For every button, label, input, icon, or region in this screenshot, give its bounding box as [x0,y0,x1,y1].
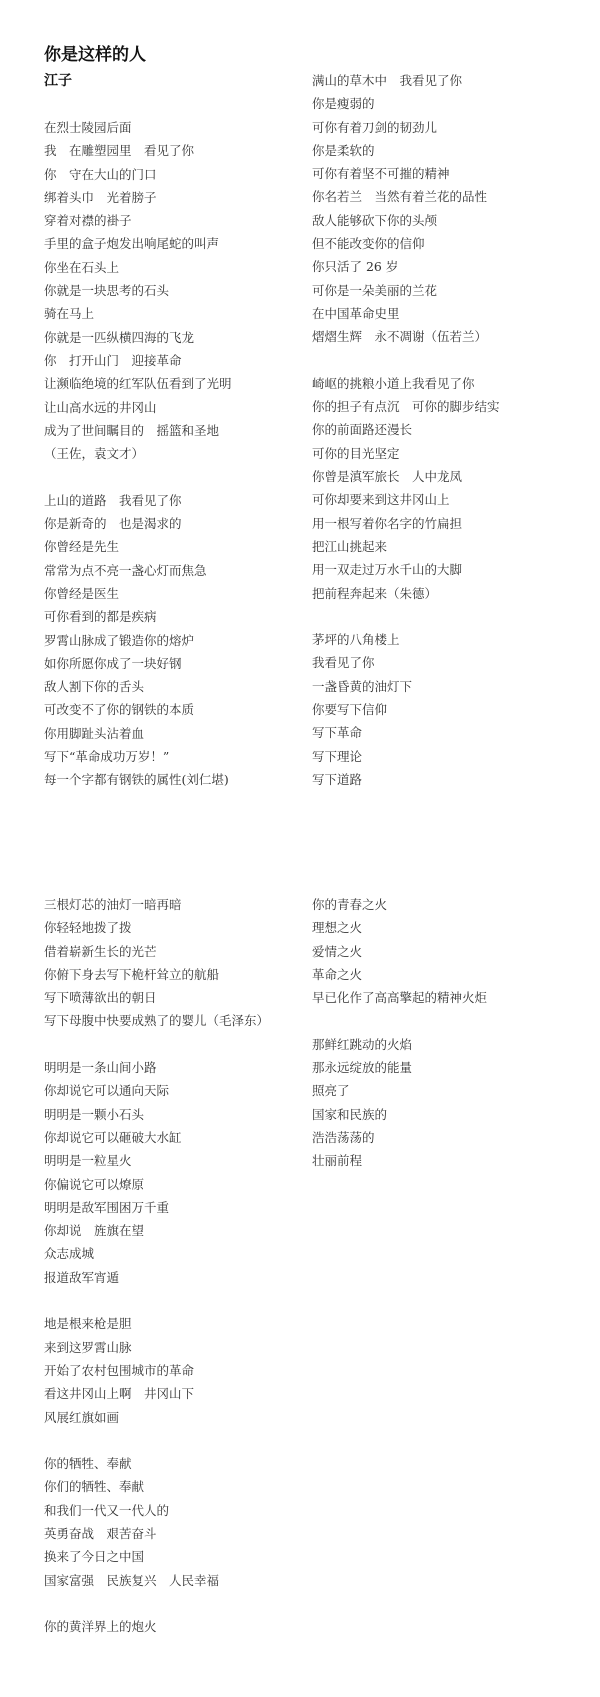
poem-line: 你曾经是医生 [44,585,120,601]
poem-column-page-two-right [312,893,582,1173]
poem-line: 那鲜红跳动的火焰 [312,1036,413,1052]
poem-line: 你就是一块思考的石头 [44,283,170,299]
poem-line: 你曾是滇军旅长 人中龙凤 [312,469,463,485]
poem-line: 你坐在石头上 [44,259,120,275]
poem-line: 你 打开山门 迎接革命 [44,352,182,368]
poem-line: 让山高水远的井冈山 [44,399,157,415]
poem-line: 可你是一朵美丽的兰花 [312,282,438,298]
poem-line: 你是新奇的 也是渴求的 [44,516,182,532]
poem-line: 你们的牺牲、奉献 [44,1479,145,1495]
poem-column-page-one-right [312,69,582,791]
poem-line: 你的青春之火 [312,897,388,912]
poem-line: 成为了世间瞩目的 摇篮和圣地 [44,422,220,438]
poem-title: 你是这样的人 [44,45,146,65]
poem-line: 每一个字都有钢铁的属性(刘仁堪) [44,772,229,788]
poem-line: 一盏昏黄的油灯下 [312,678,413,694]
poem-column-page-one-left [44,116,314,792]
poem-line: 理想之火 [312,920,363,936]
poem-line: 爱情之火 [312,943,363,959]
poem-line: 可你有着坚不可摧的精神 [312,166,450,182]
poem-line: 风展红旗如画 [44,1409,120,1425]
poem-line: 换来了今日之中国 [44,1549,145,1565]
poem-line: 和我们一代又一代人的 [44,1502,170,1518]
poem-line: 明明是一颗小石头 [44,1106,145,1122]
poem-line: 熠熠生辉 永不凋谢（伍若兰） [312,329,488,345]
poem-line: 用一双走过万水千山的大脚 [312,562,463,578]
poem-line: 骑在马上 [44,306,95,322]
poem-line: 你却说它可以通向天际 [44,1083,170,1099]
poem-line: 照亮了 [312,1083,350,1099]
poem-line: 你 守在大山的门口 [44,166,157,182]
poem-line: 你俯下身去写下桅杆耸立的航船 [44,966,220,982]
poem-line: 敌人能够砍下你的头颅 [312,212,438,228]
poem-line: 明明是一粒星火 [44,1153,132,1169]
poem-line: 你名若兰 当然有着兰花的品性 [312,189,488,205]
poem-line: 众志成城 [44,1246,95,1262]
poem-line: 国家富强 民族复兴 人民幸福 [44,1572,220,1588]
poem-line: 你的黄洋界上的炮火 [44,1619,157,1635]
poem-line: 浩浩荡荡的 [312,1129,375,1145]
poem-line: 绑着头巾 光着膀子 [44,189,157,205]
poem-line: 写下喷薄欲出的朝日 [44,990,157,1006]
poem-line: 写下“革命成功万岁！” [44,749,170,765]
poem-line: 可你却要来到这井冈山上 [312,492,450,508]
poem-line: 你却说 旌旗在望 [44,1223,145,1239]
poem-line: 革命之火 [312,966,363,982]
poem-line: 我 在雕塑园里 看见了你 [44,143,195,159]
poem-line: 写下道路 [312,771,363,787]
stanza-break [312,349,582,372]
poem-line: 手里的盒子炮发出响尾蛇的叫声 [44,236,220,252]
poem-line: 茅坪的八角楼上 [312,632,400,648]
poem-line: 把江山挑起来 [312,538,388,554]
poem-line: 你用脚趾头沾着血 [44,725,145,741]
poem-line: 看这井冈山上啊 井冈山下 [44,1386,195,1402]
poem-line: 你的前面路还漫长 [312,422,413,438]
poem-line: 在中国革命史里 [312,305,400,321]
poem-line: 上山的道路 我看见了你 [44,492,182,508]
poem-line: 可你的目光坚定 [312,445,400,461]
stanza-break [44,1429,314,1452]
poem-line: 早已化作了高高擎起的精神火炬 [312,990,488,1006]
stanza-break [312,1009,582,1032]
poem-line: 三根灯芯的油灯一暗再暗 [44,897,182,912]
poem-line: 开始了农村包围城市的革命 [44,1362,195,1378]
stanza-break [312,605,582,628]
poem-line: 可改变不了你的钢铁的本质 [44,702,195,718]
stanza-break [44,465,314,488]
poem-line: 我看见了你 [312,655,375,671]
poem-line: 借着崭新生长的光芒 [44,943,157,959]
poem-line: 你的牺牲、奉献 [44,1456,132,1472]
poem-line: 写下母腹中快要成熟了的婴儿（毛泽东） [44,1013,270,1029]
poem-line: 报道敌军宵遁 [44,1269,120,1285]
poem-line: 那永远绽放的能量 [312,1060,413,1076]
poem-line: 崎岖的挑粮小道上我看见了你 [312,375,475,391]
poem-line: 来到这罗霄山脉 [44,1339,132,1355]
poem-line: 罗霄山脉成了锻造你的熔炉 [44,632,195,648]
poem-line: 可你看到的都是疾病 [44,609,157,625]
poem-line: 英勇奋战 艰苦奋斗 [44,1526,157,1542]
poem-author: 江子 [44,73,72,89]
poem-line: 你曾经是先生 [44,539,120,555]
poem-line: 国家和民族的 [312,1106,388,1122]
poem-line: 你是瘦弱的 [312,96,375,112]
poem-line: 你轻轻地拨了拨 [44,920,132,936]
poem-line: 你偏说它可以燎原 [44,1176,145,1192]
poem-line: 用一根写着你名字的竹扁担 [312,515,463,531]
poem-line: 明明是一条山间小路 [44,1060,157,1076]
poem-line: 你就是一匹纵横四海的飞龙 [44,329,195,345]
poem-line: 地是根来枪是胆 [44,1316,132,1332]
poem-line: 常常为点不亮一盏心灯而焦急 [44,562,207,578]
poem-line: 明明是敌军围困万千重 [44,1199,170,1215]
poem-line: 在烈士陵园后面 [44,120,132,135]
poem-line: 满山的草木中 我看见了你 [312,73,463,88]
stanza-break [44,1033,314,1056]
poem-line: 如你所愿你成了一块好钢 [44,655,182,671]
poem-line: 把前程奔起来（朱德） [312,585,438,601]
poem-line: （王佐，袁文才） [44,446,145,462]
poem-line: 可你有着刀剑的韧劲儿 [312,119,438,135]
poem-line: 但不能改变你的信仰 [312,236,425,252]
stanza-break [44,1289,314,1312]
poem-line: 写下革命 [312,725,363,741]
poem-line: 你要写下信仰 [312,702,388,718]
poem-line: 你却说它可以砸破大水缸 [44,1129,182,1145]
poem-line: 让濒临绝境的红军队伍看到了光明 [44,376,232,392]
poem-line: 壮丽前程 [312,1153,363,1169]
poem-line: 敌人割下你的舌头 [44,679,145,695]
poem-column-page-two-left [44,893,314,1639]
poem-line: 写下理论 [312,748,363,764]
poem-line: 你只活了 26 岁 [312,259,399,275]
stanza-break [44,1592,314,1615]
poem-line: 穿着对襟的褂子 [44,213,132,229]
poem-line: 你的担子有点沉 可你的脚步结实 [312,399,500,415]
poem-line: 你是柔软的 [312,142,375,158]
